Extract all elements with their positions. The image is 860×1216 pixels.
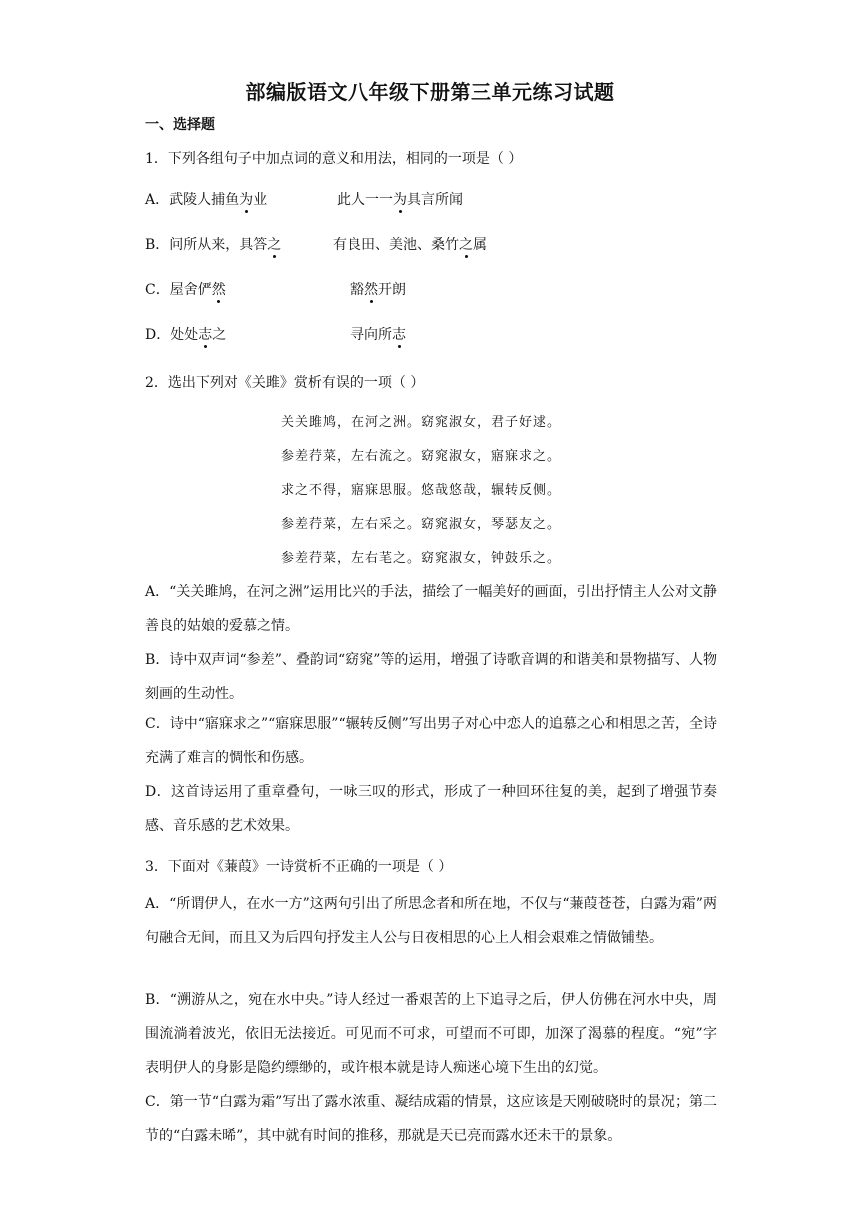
question-2-option-a: A．“关关雎鸠，在河之洲”运用比兴的手法，描绘了一幅美好的画面，引出抒情主人公对文静善良的姑娘的爱慕之情。: [145, 584, 717, 634]
page-title: 部编版语文八年级下册第三单元练习试题: [245, 80, 615, 104]
dotted-char: 为: [239, 189, 253, 209]
poem-line: 参差荇菜，左右芼之。窈窕淑女，钟鼓乐之。: [281, 551, 562, 566]
dotted-char: 志: [392, 324, 406, 344]
question-3-option-b: B．“溯游从之，宛在水中央。”诗人经过一番艰苦的上下追寻之后，伊人仿佛在河水中央，周围流淌着波光，依旧无法接近。可见而不可求，可望而不可即，加深了渴慕的程度。“宛”字表明伊人的身影是隐约缥缈的，或许根本就是诗人痴迷心境下生出的幻觉。: [145, 992, 717, 1076]
question-2-option-d: D．这首诗运用了重章叠句，一咏三叹的形式，形成了一种回环往复的美，起到了增强节奏感、音乐感的艺术效果。: [145, 784, 717, 834]
question-1-stem: 1．下列各组句子中加点词的意义和用法，相同的一项是（ ）: [145, 151, 523, 167]
question-3-stem: 3．下面对《蒹葭》一诗赏析不正确的一项是（ ）: [145, 859, 453, 875]
question-3-option-a: A．“所谓伊人，在水一方”这两句引出了所思念者和所在地，不仅与“蒹葭苍苍，白露为霜”两句融合无间，而且又为后四句抒发主人公与日夜相思的心上人相会艰难之情做铺垫。: [145, 896, 717, 946]
dotted-char: 然: [364, 279, 378, 299]
dotted-char: 然: [212, 279, 226, 299]
dotted-char: 之: [267, 234, 281, 254]
question-2-option-c: C．诗中“寤寐求之”“寤寐思服”“辗转反侧”写出男子对心中恋人的追慕之心和相思之苦，全诗充满了难言的惆怅和伤感。: [145, 716, 717, 766]
poem-line: 参差荇菜，左右流之。窈窕淑女，寤寐求之。: [281, 449, 562, 464]
question-2-option-b: B．诗中双声词“参差”、叠韵词“窈窕”等的运用，增强了诗歌音调的和谐美和景物描写、人物刻画的生动性。: [145, 652, 717, 702]
question-3-option-c: C．第一节“白露为霜”写出了露水浓重、凝结成霜的情景，这应该是天刚破晓时的景况；第二节的“白露未晞”，其中就有时间的推移，那就是天已亮而露水还未干的景象。: [145, 1094, 717, 1144]
poem-line: 求之不得，寤寐思服。悠哉悠哉，辗转反侧。: [281, 483, 562, 498]
poem-line: 参差荇菜，左右采之。窈窕淑女，琴瑟友之。: [281, 517, 562, 532]
question-2-stem: 2．选出下列对《关雎》赏析有误的一项（ ）: [145, 375, 425, 391]
exam-page: 部编版语文八年级下册第三单元练习试题 一、选择题 1．下列各组句子中加点词的意义和用法，相同的一项是（ ） A．武陵人捕鱼为业 此人一一为具言所闻 B．问所从来，具答之 有良田、美池、桑竹之属 C．屋舍俨然 豁然开朗 D．处处志之 寻向所志 2．选出下列对《关雎》赏析有误的一项（ ） 关关雎鸠，在河之洲。窈窕淑女，君子好逑。 参差荇菜，左右流之。窈窕淑女，寤寐求之。 求之不得，寤寐思服。悠哉悠哉，辗转反侧。 参差荇菜，左右采之。窈窕淑女，琴瑟友之。 参差荇菜，左右芼之。窈窕淑女，钟鼓乐之。 A．“关关雎鸠，在河之洲”运用比兴的手法，描绘了一幅美好的画面，引出抒情主人公对文静善良的姑娘的爱慕之情。 B．诗中双声词“参差”、叠韵词“窈窕”等的运用，增强了诗歌音调的和谐美和景物描写、人物刻画的生动性。 C．诗中“寤寐求之”“寤寐思服”“辗转反侧”写出男子对心中恋人的追慕之心和相思之苦，全诗充满了难言的惆怅和伤感。 D．这首诗运用了重章叠句，一咏三叹的形式，形成了一种回环往复的美，起到了增强节奏感、音乐感的艺术效果。 3．下面对《蒹葭》一诗赏析不正确的一项是（ ） A．“所谓伊人，在水一方”这两句引出了所思念者和所在地，不仅与“蒹葭苍苍，白露为霜”两句融合无间，而且又为后四句抒发主人公与日夜相思的心上人相会艰难之情做铺垫。 B．“溯游从之，宛在水中央。”诗人经过一番艰苦的上下追寻之后，伊人仿佛在河水中央，周围流淌着波光，依旧无法接近。可见而不可求，可望而不可即，加深了渴慕的程度。“宛”字表明伊人的身影是隐约缥缈的，或许根本就是诗人痴迷心境下生出的幻觉。 C．第一节“白露为霜”写出了露水浓重、凝结成霜的情景，这应该是天刚破晓时的景况；第二节的“白露未晞”，其中就有时间的推移，那就是天已亮而露水还未干的景象。: [0, 0, 860, 1216]
dotted-char: 志: [198, 324, 212, 344]
dotted-char: 为: [393, 189, 407, 209]
poem-line: 关关雎鸠，在河之洲。窈窕淑女，君子好逑。: [281, 415, 562, 430]
dotted-char: 之: [459, 234, 473, 254]
section-heading: 一、选择题: [145, 117, 215, 133]
